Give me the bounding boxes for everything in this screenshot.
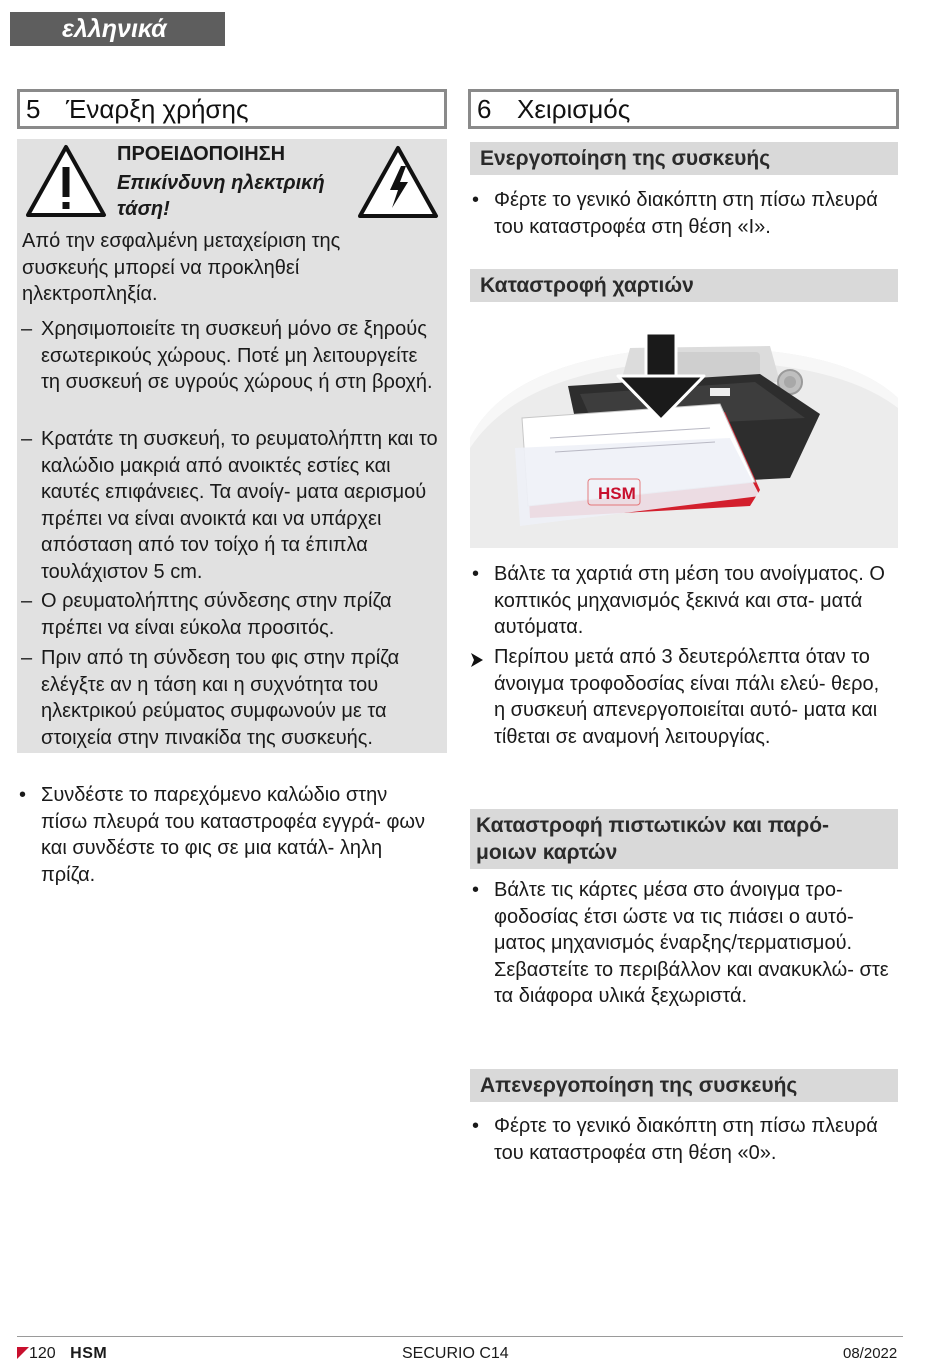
bullet-marker: • [472,189,480,211]
paper-instruction-text: Βάλτε τα χαρτιά στη μέση του ανοίγματος. Ο κοπτικός μηχανισμός ξεκινά και στα- ματά αυτόματα. [494,563,885,638]
bullet-marker: • [19,784,27,806]
warning-heading: ΠΡΟΕΙΔΟΠΟΙΗΣΗ [117,143,286,165]
footer-date: 08/2022 [843,1345,898,1362]
card-instruction [472,877,894,1010]
warning-triangle-icon [24,143,108,219]
power-off-heading [470,1069,898,1102]
bullet-marker: • [472,563,480,585]
warning-box [17,139,447,753]
section-5-number: 5 [26,94,41,124]
section-6-title [468,89,899,129]
warning-intro: Από την εσφαλμένη μεταχείριση της συσκευής μπορεί να προκληθεί ηλεκτροπληξία. [22,230,341,305]
warning-item [21,588,441,641]
warning-item-text: Χρησιμοποιείτε τη συσκευή μόνο σε ξηρούς εσωτερικούς χώρους. Ποτέ μη λειτουργείτε τη συσκευή σε υγρούς χώρους ή στη βροχή. [41,318,433,393]
connect-instruction [19,782,426,888]
bullet-marker: • [472,879,480,901]
dash-marker: – [21,428,33,450]
power-on-instruction [472,187,894,240]
power-on-heading-text: Ενεργοποίηση της συσκευής [480,147,771,170]
bullet-marker: • [472,1115,480,1137]
dash-marker: – [21,590,33,612]
section-6-number: 6 [477,94,492,124]
card-shredding-heading-text: Καταστροφή πιστωτικών και παρό- μοιων καρτών [476,814,830,864]
power-off-heading-text: Απενεργοποίηση της συσκευής [480,1074,798,1097]
footer-left [17,1344,107,1364]
language-tab [10,12,225,46]
corner-mark-icon [17,1347,29,1359]
card-instruction-text: Βάλτε τις κάρτες μέσα στο άνοιγμα τρο- φοδοσίας έτσι ώστε να τις πιάσει ο αυτό- ματος μηχανισμός έναρξης/τερματισμού. Σεβαστείτε το περιβάλλον και ανακυκλώ- στε τα διάφορα υλικά ξεχωριστά. [494,879,889,1007]
warning-item-text: Ο ρευματολήπτης σύνδεσης στην πρίζα πρέπει να είναι εύκολα προσιτός. [41,590,392,639]
connect-instruction-text: Συνδέστε το παρεχόμενο καλώδιο στην πίσω πλευρά του καταστροφέα εγγρά- φων και συνδέστε το φις σε μια κατάλ- ληλη πρίζα. [41,784,426,886]
warning-item [21,426,441,585]
footer-brand: HSM [70,1345,108,1362]
warning-item-text: Πριν από τη σύνδεση του φις στην πρίζα ελέγξτε αν η τάση και η συχνότητα του ηλεκτρικού ρεύματος συμφωνούν με τα στοιχεία στην πινακίδα της συσκευής. [41,647,400,749]
warning-item-text: Κρατάτε τη συσκευή, το ρευματολήπτη και το καλώδιο μακριά από ανοικτές εστίες και καυτές επιφάνειες. Τα ανοίγ- ματα αερισμού πρέπει να είναι ανοικτά και να υπάρχει απόσταση από τον τοίχο ή τα έπιπλα τουλάχιστον 5 cm. [41,428,438,583]
power-on-instruction-text: Φέρτε το γενικό διακόπτη στη πίσω πλευρά του καταστροφέα στη θέση «I». [494,189,878,238]
paper-result [494,644,894,750]
card-shredding-heading [470,809,898,869]
dash-marker: – [21,647,33,669]
warning-item [21,645,441,751]
paper-instruction [472,561,904,641]
warning-subheading-line-2: τάση! [117,198,170,220]
shredder-illustration [470,328,898,548]
paper-shredding-heading-text: Καταστροφή χαρτιών [480,274,694,297]
language-label: ελληνικά [62,15,167,43]
high-voltage-icon [356,144,440,220]
section-5-title [17,89,447,129]
triangle-right-icon [470,649,484,676]
dash-marker: – [21,318,33,340]
warning-subheading-line-1: Επικίνδυνη ηλεκτρική [117,172,325,194]
power-on-heading [470,142,898,175]
footer-model: SECURIO C14 [402,1345,509,1362]
power-off-instruction-text: Φέρτε το γενικό διακόπτη στη πίσω πλευρά του καταστροφέα στη θέση «0». [494,1115,878,1164]
warning-item [21,316,441,396]
power-off-instruction [472,1113,894,1166]
footer-divider [17,1336,903,1337]
paper-result-text: Περίπου μετά από 3 δευτερόλεπτα όταν το άνοιγμα τροφοδοσίας είναι πάλι ελεύ- θερο, η συσκευή απενεργοποιείται αυτό- ματα και τίθεται σε αναμονή λειτουργίας. [494,646,880,748]
section-5-heading: Έναρξη χρήσης [66,94,249,124]
paper-shredding-heading [470,269,898,302]
section-6-heading: Χειρισμός [517,94,631,124]
shredder-brand-label: HSM [598,484,636,503]
page-number: 120 [29,1345,56,1362]
